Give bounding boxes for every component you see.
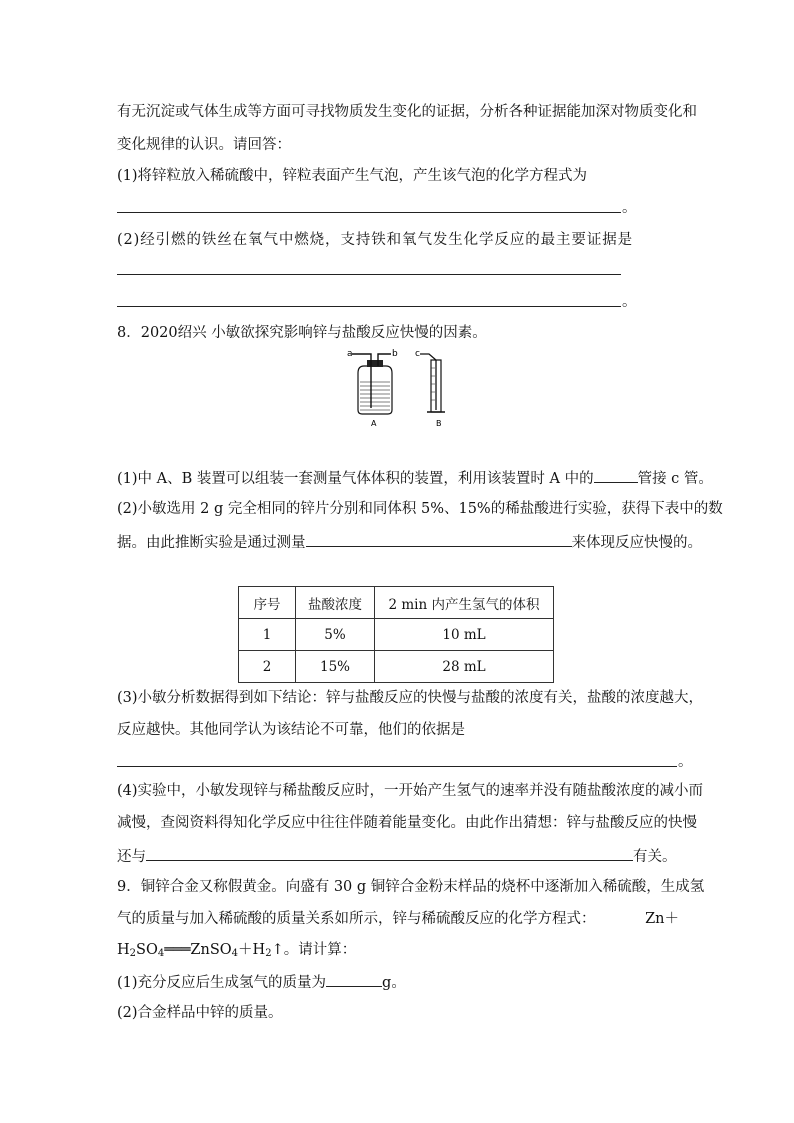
table-header: 2 min 内产生氢气的体积 [375, 587, 554, 619]
q7-sub2-answer-line-1 [117, 274, 621, 275]
q8-sub1-text-b: 管接 c 管。 [637, 471, 713, 487]
apparatus-figure [340, 346, 460, 430]
q8-sub4-line-2: 减慢，查阅资料得知化学反应中往往伴随着能量变化。由此作出猜想：锌与盐酸反应的快慢 [117, 815, 697, 831]
q8-sub4-line-3 [117, 845, 677, 867]
eq-part: SO [136, 942, 158, 958]
q8-sub2-blank [306, 531, 572, 547]
q7-sub2: (2)经引燃的铁丝在氧气中燃烧，支持铁和氧气发生化学反应的最主要证据是 [117, 232, 634, 248]
label-c: c [415, 349, 420, 359]
q9-sub1 [117, 971, 406, 993]
intro-line-1: 有无沉淀或气体生成等方面可寻找物质发生变化的证据，分析各种证据能加深对物质变化和 [117, 104, 697, 120]
caption-b: B [436, 419, 442, 428]
q8-sub1 [117, 467, 713, 489]
q9-sub2: (2)合金样品中锌的质量。 [117, 1005, 283, 1021]
table-row [239, 619, 554, 651]
table-row [239, 651, 554, 683]
q8-sub2-line-2 [117, 531, 702, 553]
cylinder-b-figure [420, 354, 445, 412]
eq-part: ↑。请计算： [271, 942, 357, 958]
label-a: a [347, 349, 353, 359]
q9-line-2 [117, 909, 679, 929]
q7-sub1: (1)将锌粒放入稀硫酸中，锌粒表面产生气泡，产生该气泡的化学方程式为 [117, 168, 588, 184]
q8-sub4-blank [146, 845, 633, 861]
q8-sub1-text-a: (1)中 A、B 装置可以组装一套测量气体体积的装置，利用该装置时 A 中的 [117, 471, 594, 487]
table-header-row [239, 587, 554, 619]
q8-sub3-period: 。 [678, 754, 693, 770]
q9-sub1-text-a: (1)充分反应后生成氢气的质量为 [117, 975, 327, 991]
q8-title: 8．2020绍兴 小敏欲探究影响锌与盐酸反应快慢的因素。 [117, 325, 487, 341]
q8-sub3-answer-line [117, 766, 677, 767]
q9-equation [117, 940, 356, 964]
q8-sub1-blank [594, 467, 638, 483]
q8-sub2-text-a: 据。由此推断实验是通过测量 [117, 535, 306, 551]
caption-a: A [371, 419, 377, 428]
q8-sub4-line-1: (4)实验中，小敏发现锌与稀盐酸反应时，一开始产生氢气的速率并没有随盐酸浓度的减小而 [117, 783, 704, 799]
eq-sub: 4 [231, 948, 239, 959]
q8-sub4-text-a: 还与 [117, 849, 146, 865]
q7-sub2-period: 。 [622, 294, 637, 310]
q8-sub3-line-2: 反应越快。其他同学认为该结论不可靠，他们的依据是 [117, 722, 465, 738]
table-cell: 15% [296, 651, 375, 683]
q9-sub1-text-b: g。 [382, 975, 406, 991]
eq-part: ＋H [238, 942, 266, 958]
q9-line-2-zn: Zn＋ [645, 911, 679, 927]
q8-sub2-text-b: 来体现反应快慢的。 [571, 535, 702, 551]
table-cell: 5% [296, 619, 375, 651]
table-cell: 10 mL [375, 619, 554, 651]
q8-sub4-text-b: 有关。 [633, 849, 677, 865]
eq-sub: 4 [157, 948, 165, 959]
eq-part: ═══ZnSO [164, 942, 232, 958]
concentration-table [238, 586, 554, 683]
intro-line-2: 变化规律的认识。请回答： [117, 137, 291, 153]
q7-sub1-answer-line [117, 212, 621, 213]
q7-sub2-answer-line-2 [117, 306, 621, 307]
table-cell: 2 [239, 651, 296, 683]
q8-sub2-line-1: (2)小敏选用 2 g 完全相同的锌片分别和同体积 5%、15%的稀盐酸进行实验，获得下表中的数 [117, 501, 723, 517]
table-cell: 28 mL [375, 651, 554, 683]
q9-line-2-text: 气的质量与加入稀硫酸的质量关系如所示，锌与稀硫酸反应的化学方程式： [117, 911, 596, 927]
table-header: 序号 [239, 587, 296, 619]
label-b: b [392, 349, 398, 359]
bottle-a-figure [352, 354, 392, 414]
q9-sub1-blank [326, 971, 382, 987]
q7-sub1-period: 。 [622, 200, 637, 216]
table-cell: 1 [239, 619, 296, 651]
table-header: 盐酸浓度 [296, 587, 375, 619]
q9-line-1: 9．铜锌合金又称假黄金。向盛有 30 g 铜锌合金粉末样品的烧杯中逐渐加入稀硫酸，生成氢 [117, 879, 705, 895]
q8-sub3-line-1: (3)小敏分析数据得到如下结论：锌与盐酸反应的快慢与盐酸的浓度有关，盐酸的浓度越大， [117, 690, 704, 706]
eq-part: H [117, 942, 130, 958]
eq-sub: 2 [265, 948, 272, 959]
eq-sub: 2 [129, 948, 137, 959]
